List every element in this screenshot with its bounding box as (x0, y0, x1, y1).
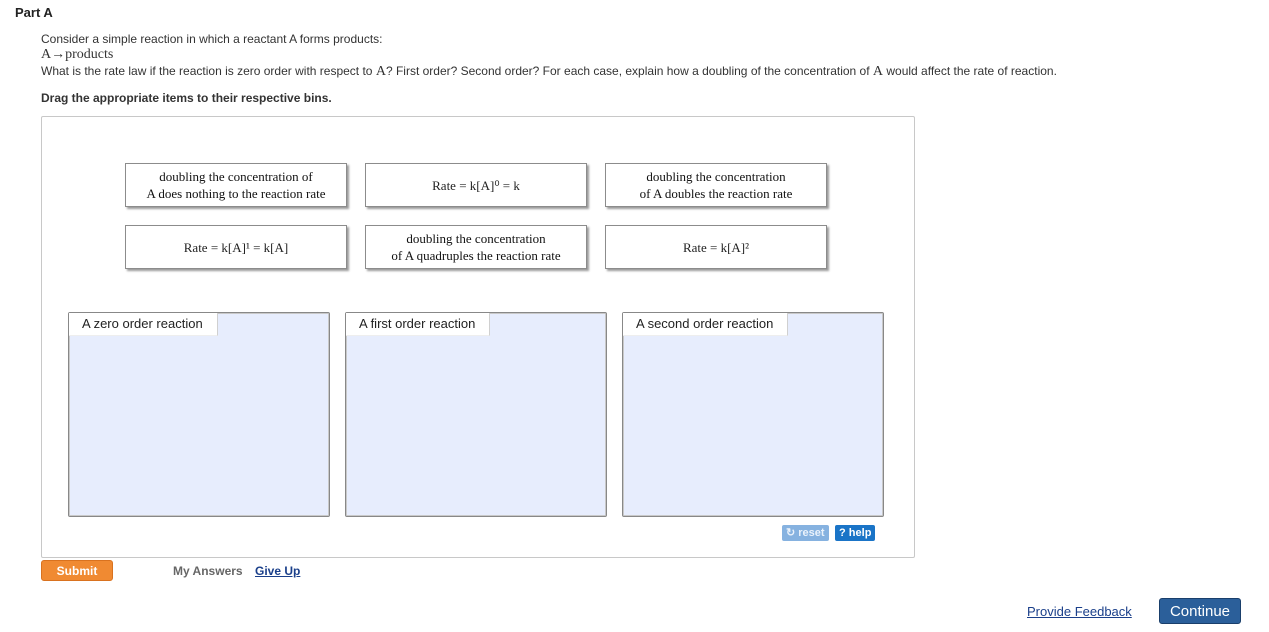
give-up-link[interactable]: Give Up (255, 564, 301, 578)
drag-item-zero-order-rate-law[interactable] (365, 163, 587, 207)
bin-zero-order[interactable] (68, 312, 330, 517)
question-text (41, 64, 1057, 80)
item-text: Rate = k[A]² (682, 239, 750, 255)
item-line: doubling the concentration (646, 169, 786, 184)
help-icon: ? (839, 527, 846, 539)
intro-text (41, 32, 383, 46)
question-var-2: A (872, 64, 884, 79)
submit-button[interactable]: Submit (41, 560, 113, 581)
question-part-1: What is the rate law if the reaction is zero order with respect to (41, 64, 376, 78)
question-part-2: ? First order? Second order? For each case, explain how a doubling of the concentration of (385, 64, 873, 78)
bin-first-order[interactable] (345, 312, 607, 517)
drag-item-first-order-rate-law[interactable] (125, 225, 347, 269)
question-var-1: A (375, 64, 386, 79)
item-line: doubling the concentration (406, 231, 546, 246)
question-part-3: would affect the rate of reaction. (883, 64, 1057, 78)
reset-button[interactable] (782, 525, 829, 541)
intro-sentence: Consider a simple reaction in which a reactant A forms products: (41, 32, 383, 46)
bin-label: A first order reaction (346, 313, 490, 336)
bin-label: A zero order reaction (69, 313, 218, 336)
page-title: Part A (15, 5, 53, 20)
help-label: help (848, 527, 872, 539)
item-text: Rate = k[A]⁰ = k (432, 177, 520, 193)
bin-second-order[interactable] (622, 312, 884, 517)
help-button[interactable] (835, 525, 875, 541)
provide-feedback-link[interactable]: Provide Feedback (1027, 604, 1132, 619)
item-line: of A doubles the reaction rate (639, 186, 793, 201)
instruction-text: Drag the appropriate items to their respective bins. (41, 91, 332, 105)
item-text: Rate = k[A]¹ = k[A] (183, 239, 289, 255)
my-answers-label: My Answers (173, 564, 243, 578)
item-line: doubling the concentration of (159, 169, 313, 184)
continue-button[interactable]: Continue (1159, 598, 1241, 624)
drag-item-second-order-rate-law[interactable] (605, 225, 827, 269)
reaction-equation: A→products (41, 47, 114, 62)
drag-item-first-order-effect[interactable] (605, 163, 827, 207)
item-line: of A quadruples the reaction rate (391, 248, 561, 263)
bin-label: A second order reaction (623, 313, 788, 336)
drag-drop-workspace (41, 116, 915, 558)
reset-label: reset (798, 527, 825, 539)
item-line: A does nothing to the reaction rate (146, 186, 326, 201)
reset-icon: ↻ (786, 527, 796, 539)
drag-item-zero-order-effect[interactable] (125, 163, 347, 207)
drag-item-second-order-effect[interactable] (365, 225, 587, 269)
